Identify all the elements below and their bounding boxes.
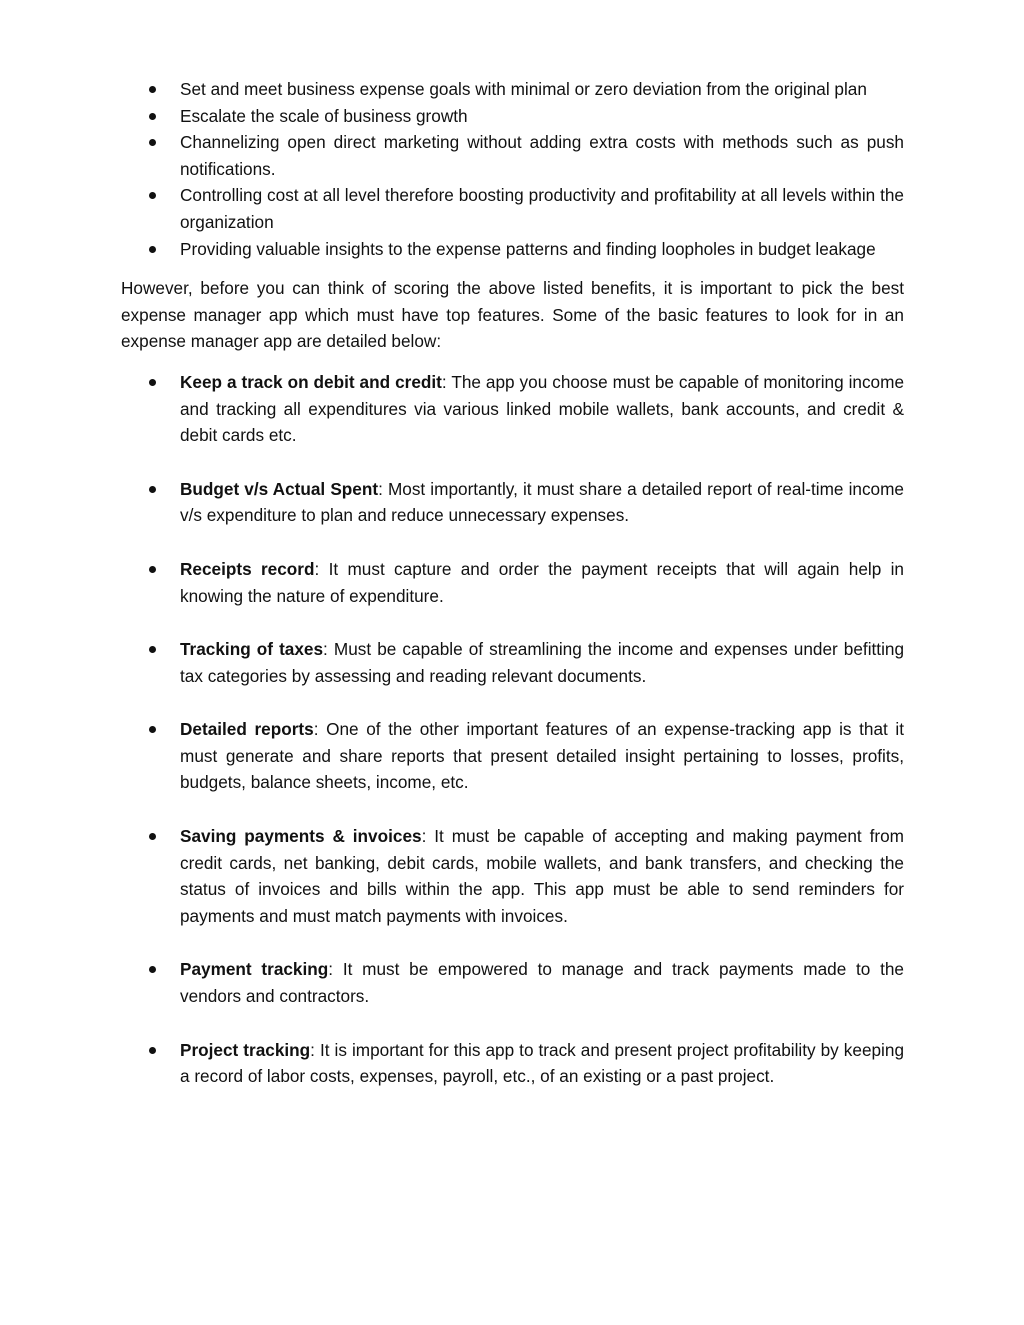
features-list xyxy=(121,369,904,1090)
feature-item xyxy=(121,716,904,796)
feature-item xyxy=(121,823,904,929)
list-item xyxy=(121,182,904,235)
feature-title: Receipts record xyxy=(180,558,315,579)
bullet-icon xyxy=(149,646,156,653)
bullet-icon xyxy=(149,833,156,840)
feature-item xyxy=(121,476,904,529)
list-item-text: Providing valuable insights to the expense patterns and finding loopholes in budget leakage xyxy=(180,238,876,259)
feature-text: : Most importantly, it must share a detailed report of real-time income v/s expenditure to plan and reduce unnecessary expenses. xyxy=(180,478,904,526)
list-item-text: Set and meet business expense goals with minimal or zero deviation from the original plan xyxy=(180,79,867,99)
bullet-icon xyxy=(149,379,156,386)
feature-text: : Must be capable of streamlining the income and expenses under befitting tax categories by assessing and reading relevant documents. xyxy=(180,639,905,686)
list-item-text: Channelizing open direct marketing without adding extra costs with methods such as push notifications. xyxy=(180,132,904,179)
body-paragraph: However, before you can think of scoring the above listed benefits, it is important to pick the best expense manager app which must have top features. Some of the basic features to look for in an expense manager app are detailed below: xyxy=(121,278,904,352)
bullet-icon xyxy=(149,566,156,573)
bullet-icon xyxy=(149,86,156,93)
feature-item xyxy=(121,1037,904,1090)
bullet-icon xyxy=(149,113,156,120)
bullet-icon xyxy=(149,726,156,733)
list-item-text: Controlling cost at all level therefore boosting productivity and profitability at all levels within the organization xyxy=(180,185,904,232)
list-item xyxy=(121,236,904,263)
bullet-icon xyxy=(149,966,156,973)
list-item xyxy=(121,129,904,182)
feature-text: : It must be capable of accepting and making payment from credit cards, net banking, debit cards, mobile wallets, and bank transfers, and checking the status of invoices and bills within the app. This app must be able to send reminders for payments and must match payments with invoices. xyxy=(180,826,904,926)
feature-title: Budget v/s Actual Spent xyxy=(180,478,379,499)
feature-title: Payment tracking xyxy=(180,959,329,980)
feature-title: Project tracking xyxy=(180,1039,311,1060)
feature-title: Tracking of taxes xyxy=(180,639,324,660)
bullet-icon xyxy=(149,246,156,253)
document-content xyxy=(121,76,904,1090)
benefits-list xyxy=(121,76,904,262)
feature-text: : It must be empowered to manage and track payments made to the vendors and contractors. xyxy=(180,959,904,1007)
feature-item xyxy=(121,636,904,689)
bullet-icon xyxy=(149,486,156,493)
feature-text: : It is important for this app to track and present project profitability by keeping a record of labor costs, expenses, payroll, etc., of an existing or a past project. xyxy=(180,1039,904,1087)
feature-item xyxy=(121,556,904,609)
feature-title: Saving payments & invoices xyxy=(180,826,422,847)
feature-item xyxy=(121,956,904,1009)
feature-text: : The app you choose must be capable of monitoring income and tracking all expenditures via various linked mobile wallets, bank accounts, and credit & debit cards etc. xyxy=(180,371,904,446)
feature-item xyxy=(121,369,904,449)
bullet-icon xyxy=(149,139,156,146)
feature-title: Detailed reports xyxy=(180,719,314,740)
list-item-text: Escalate the scale of business growth xyxy=(180,105,468,126)
list-item xyxy=(121,103,904,130)
bullet-icon xyxy=(149,192,156,199)
bullet-icon xyxy=(149,1047,156,1054)
feature-text: : It must capture and order the payment receipts that will again help in knowing the nature of expenditure. xyxy=(180,558,904,606)
list-item xyxy=(121,76,904,103)
feature-text: : One of the other important features of an expense-tracking app is that it must generate and share reports that present detailed insight pertaining to losses, profits, budgets, balance sheets, income, etc. xyxy=(180,719,904,793)
feature-title: Keep a track on debit and credit xyxy=(180,371,442,392)
